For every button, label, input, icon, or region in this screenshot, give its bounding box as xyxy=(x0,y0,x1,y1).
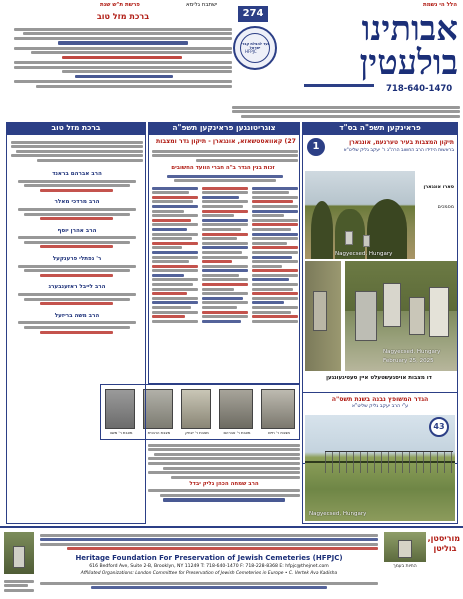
seal-text: ועד להצלת קברי ישראל xyxy=(241,42,269,51)
cemetery-photo-2 xyxy=(345,261,457,371)
cemetery-photo-1 xyxy=(305,171,415,259)
masthead-title-line1: אבותינו xyxy=(361,9,458,49)
donor-column-3 xyxy=(252,185,298,324)
seal-sub: HFPJC xyxy=(245,49,257,54)
grave-caption-4: מצבת ר' אברהם xyxy=(223,430,251,435)
donor-column-1 xyxy=(152,185,198,324)
middle-section-bar: צוגריטונגען פראינקען תשפ"ה xyxy=(148,122,300,134)
top-right-label: הלל הי נשמת xyxy=(422,2,457,8)
photo-subtitle2: בראשות הידידו הרב החשוב הרה"ג ר' יעקב גליק שליט"א xyxy=(343,148,454,153)
left-entry-name-6: הרב משה בריזעל xyxy=(54,312,100,319)
footer-left-label: מוריסטן, בוליטן xyxy=(427,534,460,553)
footer-bottom-text xyxy=(40,580,378,591)
footer xyxy=(0,526,463,599)
grave-photo-3 xyxy=(181,389,211,429)
left-section xyxy=(6,134,146,524)
fence-section xyxy=(302,392,458,524)
footer-hebrew-text xyxy=(40,532,378,552)
grave-caption-3: מצבת ר' יצחק xyxy=(185,430,209,435)
mazal-tov-top xyxy=(14,12,232,104)
grave-photo-2 xyxy=(143,389,173,429)
left-entries xyxy=(11,171,143,335)
grave-photo-4 xyxy=(219,389,253,429)
footer-left-small xyxy=(4,578,34,593)
footer-address: 616 Bedford Ave, Suite 2-B, Brooklyn, NY 11249 T: 718-640-1470 F: 718-228-8368 E: hfpjc@thejnet.com xyxy=(89,564,329,569)
masthead-title-line2: בולעטין xyxy=(359,43,458,83)
issue-number-badge: 274 xyxy=(238,6,268,22)
middle-section xyxy=(148,134,300,384)
left-entry-name-4: ר' נפתלי פרענקעל xyxy=(52,256,102,263)
mazal-tov-top-heading: ברכת מזל טוב xyxy=(96,12,150,21)
left-intro xyxy=(11,139,143,164)
left-entry-name-2: הרב מרדכי מאלר xyxy=(54,199,100,206)
grave-photo-5 xyxy=(261,389,295,429)
middle-headline: 27) קאוואסטשאזא, אונגארן - תיקון גדר ומצבות xyxy=(156,138,296,145)
mazal-tov-top-body xyxy=(14,26,232,89)
footer-org-name: Heritage Foundation For Preservation of Jewish Cemeteries (HFPJC) xyxy=(75,554,343,562)
photo-subtitle: תיקון המצבות בעיר טערנעמ, אונגארן xyxy=(349,139,454,146)
footer-right-caption: החיות בעמך xyxy=(393,564,417,569)
photo-section-bar: פראינקען תשפ"ה בס"ד xyxy=(302,122,458,134)
left-entry-name-1: הרב אברהם בראנד xyxy=(52,171,102,177)
middle-intro xyxy=(152,148,298,163)
left-entry-name-3: הרב אהרן יוסף xyxy=(57,227,97,234)
photo-badge: 1 xyxy=(307,138,325,156)
middle-lower-red-heading: הרב שמחה הכהן גליק יבדל xyxy=(189,480,259,487)
photo2-date: February 25, 2025 xyxy=(383,358,434,364)
footer-affiliates: Affiliated Organizations: London Committee for Preservation of Jewish Cemeteries in Europe • C. Vertek Ava Kadisha xyxy=(80,571,338,576)
middle-subline xyxy=(152,173,298,184)
grave-caption-5: מצבת ר' חיים xyxy=(268,430,290,435)
fence-sub: ע"י הרב יעקב גליק שליט"א xyxy=(351,404,409,409)
footer-photo-right xyxy=(384,532,426,562)
photo-side-caption1: סארו אונגארן xyxy=(423,185,454,190)
donor-column-2 xyxy=(202,185,248,324)
middle-lower-text xyxy=(148,442,300,522)
photo2-caption: Nagyecsed, Hungary xyxy=(383,349,441,355)
left-section-bar: ברכת מזל טוב xyxy=(6,122,146,134)
top-mid-label: ישתבח גלימא xyxy=(186,2,218,8)
masthead-phone: 718-640-1470 xyxy=(386,84,453,94)
grave-caption-2: מצבת הרבנית xyxy=(147,430,171,435)
intro-text xyxy=(232,104,460,122)
photo-lower-caption: דו מצבות אויסגעשטעלט איין סעטיגעונגען xyxy=(326,375,432,381)
fence-photo-caption: Nagyecsed, Hungary xyxy=(309,511,367,517)
top-left-label: פרשת ת"ש שנת xyxy=(100,2,140,8)
grave-caption-1: מצבת ר' משה xyxy=(109,430,133,435)
middle-sub-headline: זכות בנין הגדר ב"ה חברי הוועד החשובים xyxy=(171,165,275,171)
fence-headline: הגדר המשופץ נבנה בשנת תשס"ה xyxy=(331,396,429,403)
masthead-rule xyxy=(304,84,374,87)
masthead xyxy=(300,9,460,102)
photo-side-caption2: מסמכים xyxy=(437,205,454,210)
cemetery-photo-side xyxy=(305,261,341,371)
seal-logo xyxy=(233,26,277,70)
fence-badge: 43 xyxy=(429,417,449,437)
footer-photo-left xyxy=(4,532,34,574)
photo1-caption: Nagyecsed, Hungary xyxy=(335,251,393,257)
left-entry-name-5: הרב לייבל ראזענבערג xyxy=(48,284,106,291)
